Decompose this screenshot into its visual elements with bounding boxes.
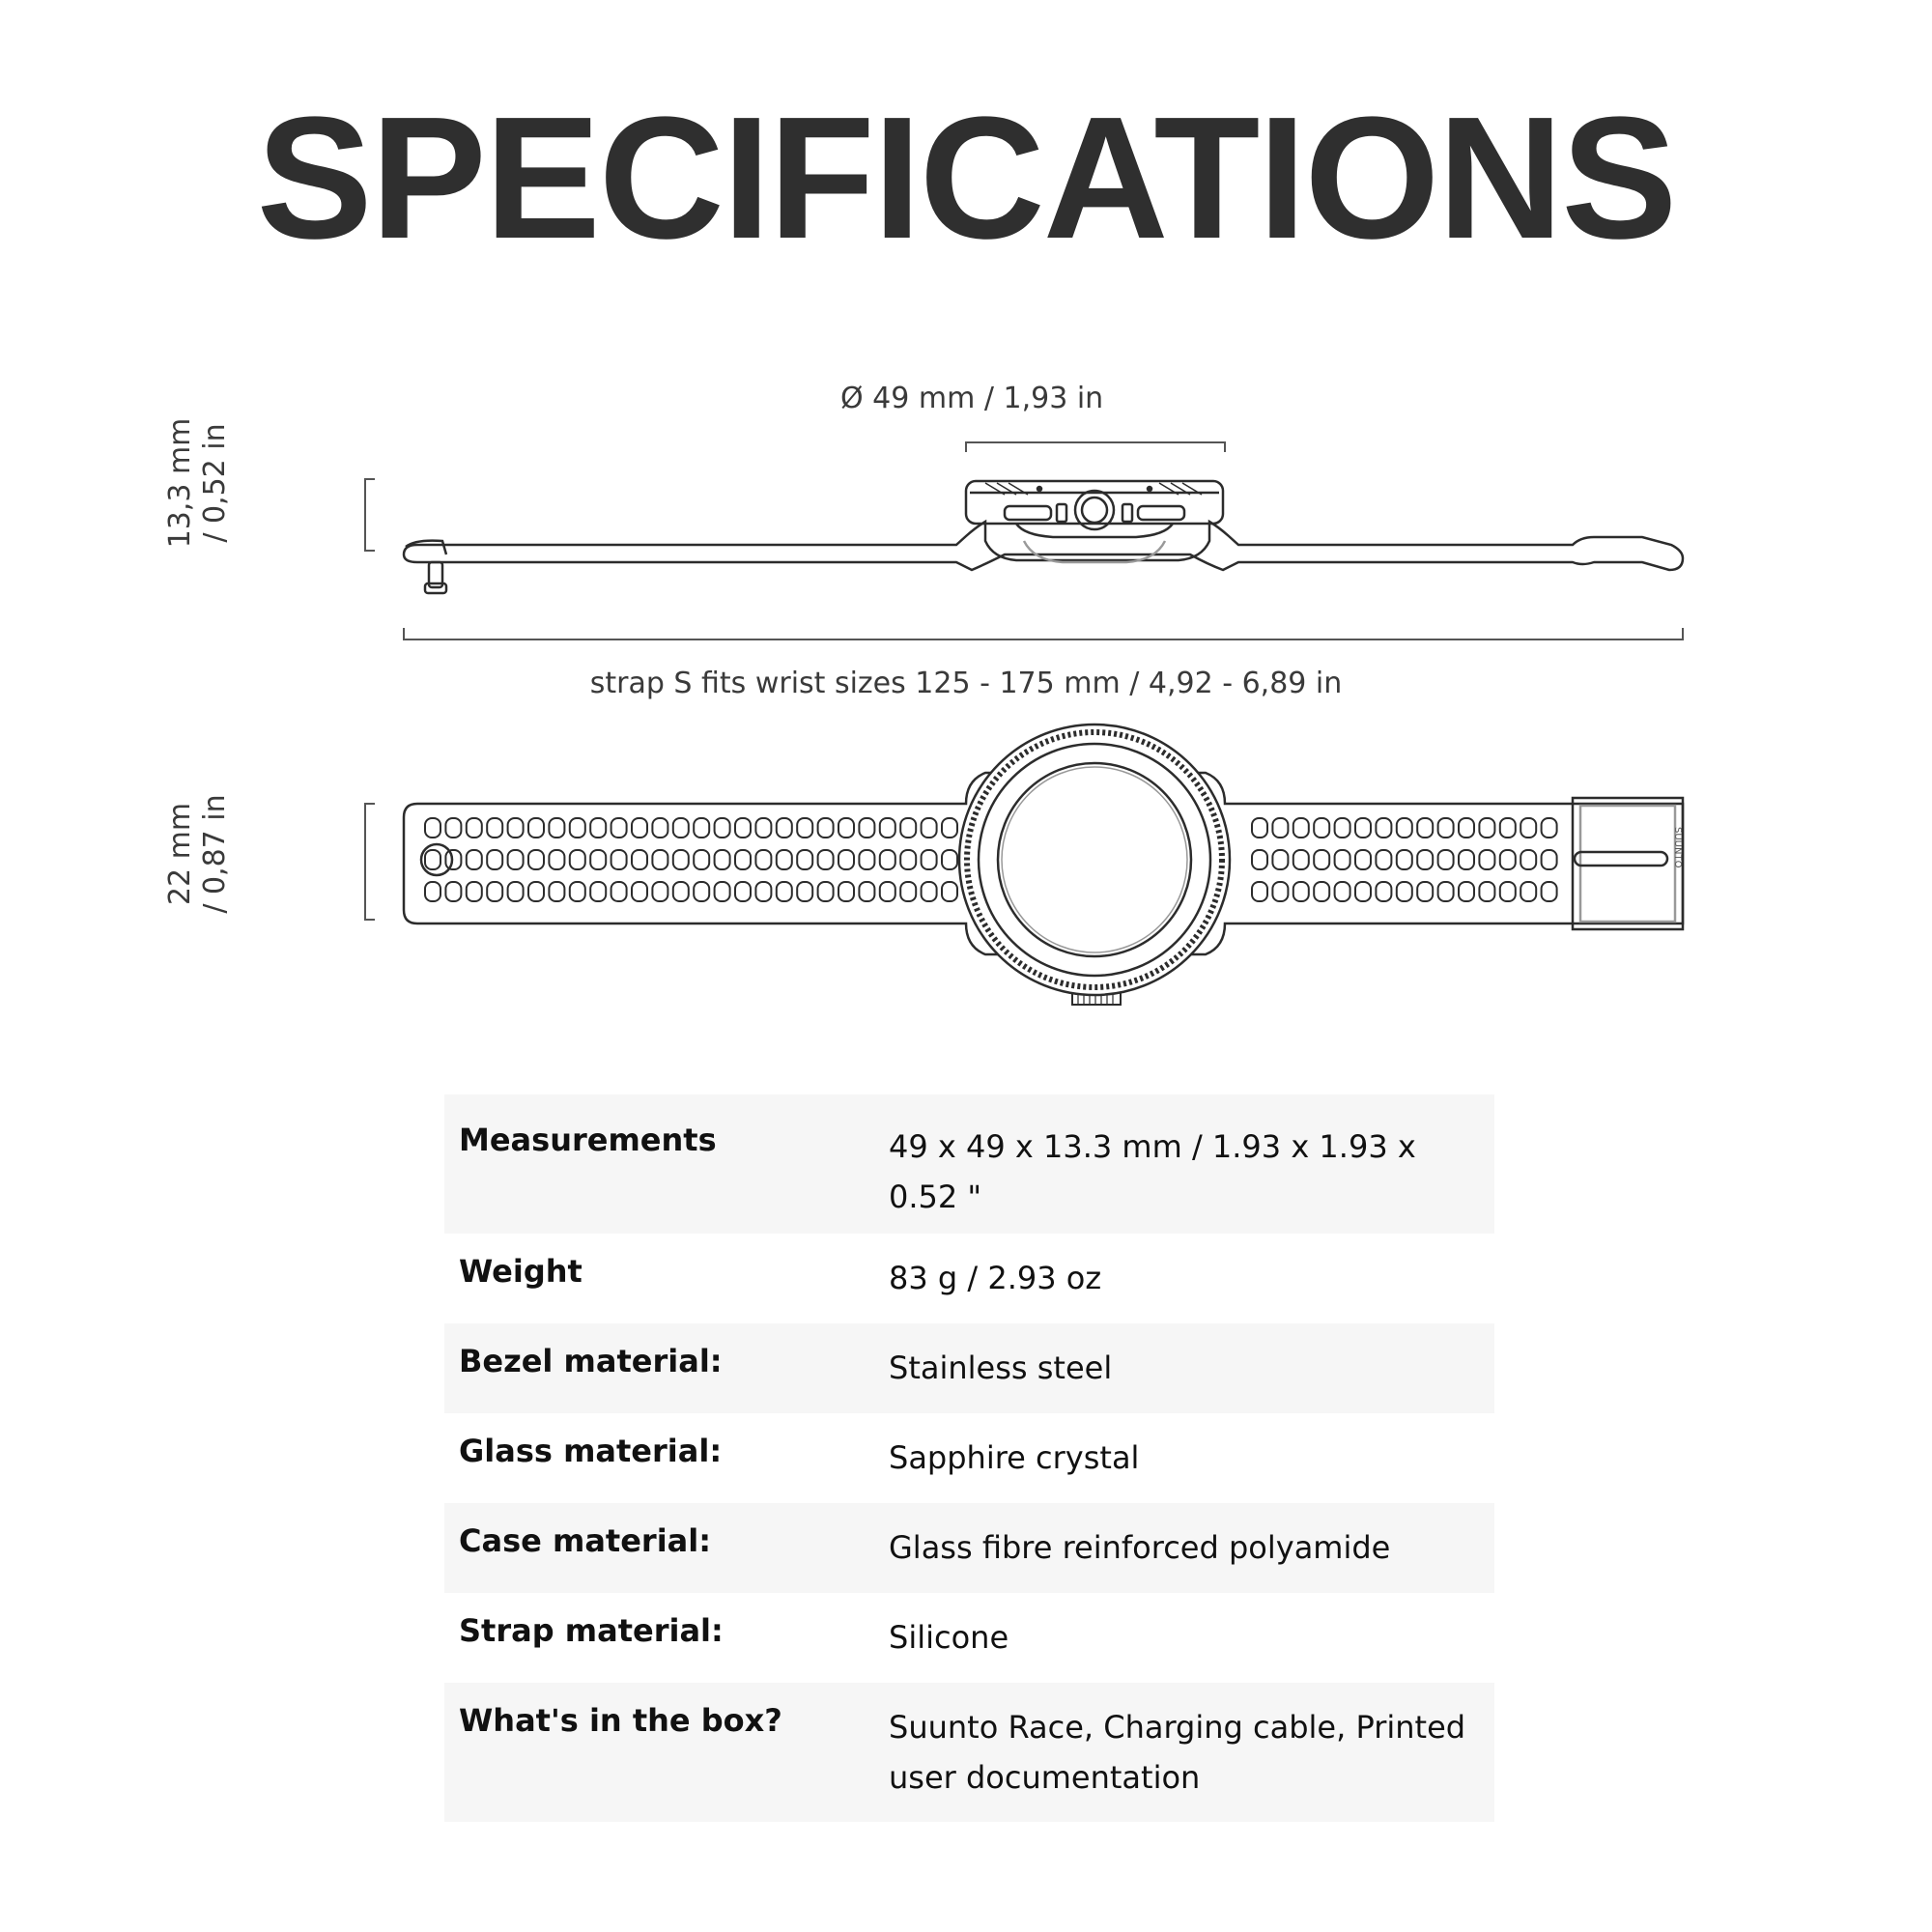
strap-hole xyxy=(445,850,461,869)
strap-hole xyxy=(425,850,440,869)
diameter-label: Ø 49 mm / 1,93 in xyxy=(840,382,1104,415)
strap-hole xyxy=(1500,818,1516,838)
strap-hole xyxy=(467,882,482,901)
spec-label: Glass material: xyxy=(459,1433,723,1469)
spec-value: Sapphire crystal xyxy=(889,1439,1140,1476)
strap-hole xyxy=(1293,882,1309,901)
page-title: SPECIFICATIONS xyxy=(256,81,1676,275)
strap-hole xyxy=(755,818,771,838)
strap-holes-left xyxy=(425,818,957,901)
strap-hole xyxy=(549,850,564,869)
strap-hole xyxy=(467,850,482,869)
strap-hole xyxy=(859,850,874,869)
strap-hole xyxy=(1335,850,1350,869)
spec-row xyxy=(444,1234,1494,1323)
strap-hole xyxy=(425,818,440,838)
strap-hole xyxy=(818,818,834,838)
strap-hole xyxy=(838,882,854,901)
strap-hole xyxy=(1417,882,1433,901)
strap-hole xyxy=(1397,850,1412,869)
spec-value: 83 g / 2.93 oz xyxy=(889,1260,1102,1296)
strap-fit-label: strap S fits wrist sizes 125 - 175 mm / 4,92 - 6,89 in xyxy=(589,667,1343,700)
strap-hole xyxy=(1438,850,1454,869)
strap-hole xyxy=(1542,882,1557,901)
strap-hole xyxy=(1500,850,1516,869)
strap-hole xyxy=(508,850,524,869)
strap-hole xyxy=(673,850,689,869)
spec-value: Stainless steel xyxy=(889,1350,1113,1386)
strap-hole xyxy=(715,850,730,869)
strap-hole xyxy=(818,850,834,869)
strap-hole xyxy=(942,818,957,838)
strap-hole xyxy=(797,882,812,901)
spec-label: Case material: xyxy=(459,1522,712,1559)
strap-hole xyxy=(797,818,812,838)
suunto-logo-text: SUUNTO xyxy=(1672,827,1683,868)
strap-hole xyxy=(445,818,461,838)
diameter-bracket xyxy=(966,442,1225,452)
strap-hole xyxy=(1355,882,1371,901)
strap-hole xyxy=(880,818,895,838)
strap-hole xyxy=(1252,882,1267,901)
strap-hole xyxy=(1335,882,1350,901)
strap-hole xyxy=(694,882,709,901)
strap-hole xyxy=(570,850,585,869)
strap-hole xyxy=(487,850,502,869)
strap-hole xyxy=(1293,850,1309,869)
spec-row xyxy=(444,1413,1494,1503)
strap-hole xyxy=(1355,818,1371,838)
strap-hole xyxy=(777,818,792,838)
strap-hole xyxy=(715,882,730,901)
spec-label: Strap material: xyxy=(459,1612,724,1649)
spec-row xyxy=(444,1593,1494,1683)
strap-hole xyxy=(549,818,564,838)
strap-hole xyxy=(590,850,606,869)
strap-hole xyxy=(900,850,916,869)
strap-hole xyxy=(1252,850,1267,869)
strap-hole xyxy=(673,818,689,838)
strap-hole xyxy=(570,882,585,901)
strap-hole xyxy=(818,882,834,901)
strap-hole xyxy=(1376,882,1391,901)
watch-top-view xyxy=(404,724,1683,1005)
strap-hole xyxy=(1479,882,1494,901)
strap-hole xyxy=(1272,818,1288,838)
width-label-in: / 0,87 in xyxy=(198,794,232,914)
strap-hole xyxy=(735,882,751,901)
strap-length-bracket xyxy=(404,628,1683,639)
height-label-mm: 13,3 mm xyxy=(163,417,197,549)
strap-hole xyxy=(508,882,524,901)
strap-hole xyxy=(777,850,792,869)
strap-hole xyxy=(1272,882,1288,901)
strap-hole xyxy=(1397,882,1412,901)
strap-hole xyxy=(673,882,689,901)
strap-hole xyxy=(1314,850,1329,869)
strap-hole xyxy=(1479,818,1494,838)
strap-hole xyxy=(632,882,647,901)
strap-hole xyxy=(611,850,627,869)
spec-row xyxy=(444,1094,1494,1234)
strap-hole xyxy=(1520,882,1536,901)
spec-row xyxy=(444,1323,1494,1413)
strap-hole xyxy=(652,882,668,901)
spec-label: Measurements xyxy=(459,1122,717,1158)
strap-hole xyxy=(694,850,709,869)
strap-hole xyxy=(1252,818,1267,838)
strap-hole xyxy=(1376,818,1391,838)
strap-hole xyxy=(1397,818,1412,838)
spec-label: Bezel material: xyxy=(459,1343,723,1379)
strap-hole xyxy=(942,882,957,901)
strap-hole xyxy=(1417,818,1433,838)
strap-hole xyxy=(880,882,895,901)
strap-hole xyxy=(528,850,544,869)
strap-hole xyxy=(1500,882,1516,901)
spec-row xyxy=(444,1503,1494,1593)
strap-hole xyxy=(922,850,937,869)
strap-hole xyxy=(528,818,544,838)
spec-value: Suunto Race, Charging cable, Printed user documentation xyxy=(889,1709,1466,1796)
strap-hole xyxy=(611,882,627,901)
strap-hole xyxy=(1459,818,1474,838)
strap-hole xyxy=(1479,850,1494,869)
strap-hole xyxy=(1542,850,1557,869)
strap-hole xyxy=(735,818,751,838)
strap-holes-right xyxy=(1252,818,1557,901)
strap-hole xyxy=(1520,818,1536,838)
spec-value: Glass fibre reinforced polyamide xyxy=(889,1529,1391,1566)
strap-hole xyxy=(859,818,874,838)
strap-hole xyxy=(487,818,502,838)
spec-value: 49 x 49 x 13.3 mm / 1.93 x 1.93 x 0.52 " xyxy=(889,1128,1416,1215)
strap-hole xyxy=(590,818,606,838)
strap-hole xyxy=(1459,850,1474,869)
height-bracket xyxy=(365,479,375,551)
strap-hole xyxy=(611,818,627,838)
strap-hole xyxy=(632,850,647,869)
strap-hole xyxy=(1314,818,1329,838)
strap-hole xyxy=(549,882,564,901)
strap-hole xyxy=(1314,882,1329,901)
strap-hole xyxy=(1335,818,1350,838)
strap-hole xyxy=(528,882,544,901)
strap-hole xyxy=(900,882,916,901)
strap-hole xyxy=(1520,850,1536,869)
strap-hole xyxy=(755,850,771,869)
spec-row xyxy=(444,1683,1494,1822)
height-label-in: / 0,52 in xyxy=(198,423,232,543)
strap-hole xyxy=(652,818,668,838)
spec-label: What's in the box? xyxy=(459,1702,782,1739)
strap-hole xyxy=(445,882,461,901)
strap-hole xyxy=(1417,850,1433,869)
strap-hole xyxy=(880,850,895,869)
strap-hole xyxy=(838,850,854,869)
strap-hole xyxy=(1355,850,1371,869)
strap-hole xyxy=(777,882,792,901)
strap-hole xyxy=(838,818,854,838)
strap-hole xyxy=(1542,818,1557,838)
watch-side-view xyxy=(404,481,1683,593)
strap-hole xyxy=(859,882,874,901)
strap-hole xyxy=(652,850,668,869)
strap-hole xyxy=(425,882,440,901)
spec-value: Silicone xyxy=(889,1619,1009,1656)
strap-hole xyxy=(632,818,647,838)
strap-hole xyxy=(715,818,730,838)
strap-hole xyxy=(1376,850,1391,869)
strap-hole xyxy=(1438,882,1454,901)
spec-table xyxy=(444,1094,1494,1822)
strap-hole xyxy=(797,850,812,869)
strap-hole xyxy=(590,882,606,901)
strap-hole xyxy=(694,818,709,838)
strap-hole xyxy=(735,850,751,869)
spec-label: Weight xyxy=(459,1253,582,1290)
strap-hole xyxy=(1293,818,1309,838)
strap-hole xyxy=(1459,882,1474,901)
strap-hole xyxy=(1272,850,1288,869)
strap-hole xyxy=(508,818,524,838)
strap-hole xyxy=(942,850,957,869)
strap-hole xyxy=(900,818,916,838)
strap-hole xyxy=(487,882,502,901)
strap-hole xyxy=(755,882,771,901)
strap-hole xyxy=(467,818,482,838)
width-label-mm: 22 mm xyxy=(163,802,197,906)
width-bracket xyxy=(365,804,375,920)
strap-hole xyxy=(570,818,585,838)
strap-hole xyxy=(922,818,937,838)
strap-hole xyxy=(922,882,937,901)
strap-hole xyxy=(1438,818,1454,838)
